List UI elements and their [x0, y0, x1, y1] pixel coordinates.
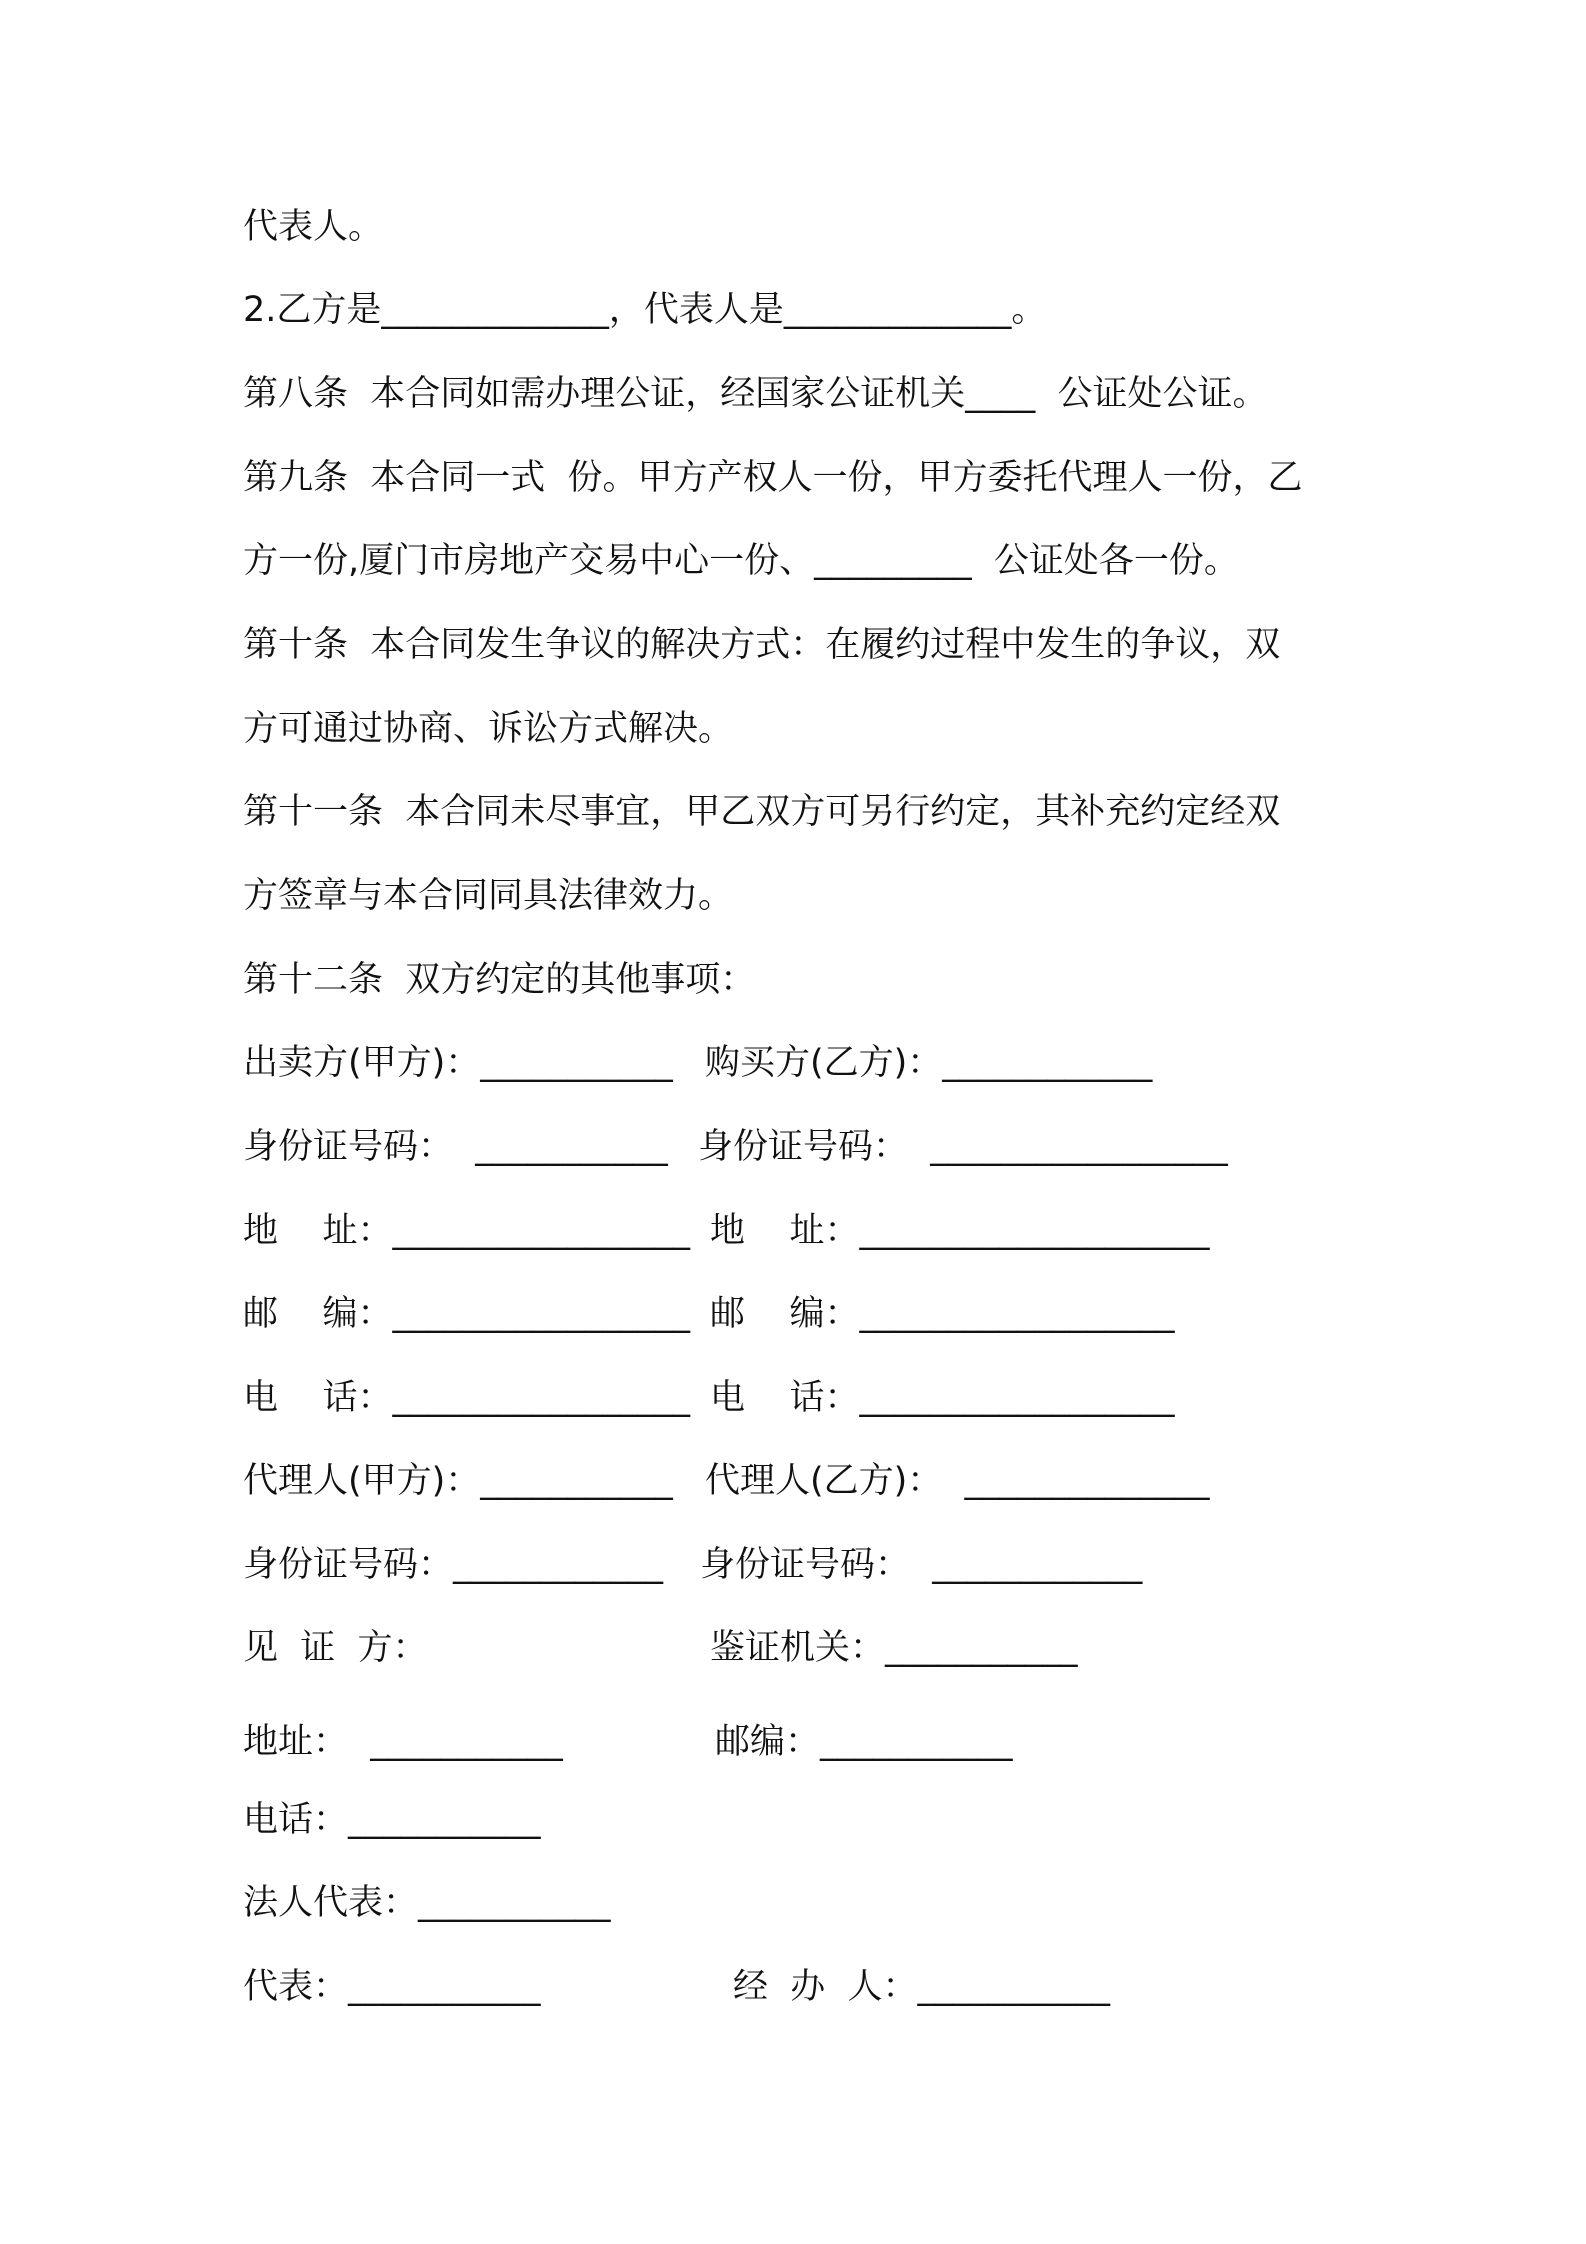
buyer-field: 购买方(乙方)：____________ — [705, 1043, 1153, 1083]
text-line: 方一份,厦门市房地产交易中心一份、_________ 公证处各一份。 — [243, 541, 1239, 581]
text-line: 方签章与本合同同具法律效力。 — [243, 876, 734, 916]
address-field: 地址： ___________ — [243, 1722, 563, 1762]
authority-field: 鉴证机关：___________ — [710, 1628, 1078, 1668]
seller-zip-field: 邮 编：_________________ — [243, 1294, 691, 1334]
phone-field: 电话：___________ — [243, 1800, 541, 1840]
seller-address-field: 地 址：_________________ — [243, 1211, 691, 1251]
article-11: 第十一条 本合同未尽事宜，甲乙双方可另行约定，其补充约定经双 — [243, 792, 1281, 832]
witness-label: 见 证 方： — [243, 1628, 428, 1668]
seller-phone-field: 电 话：_________________ — [243, 1378, 691, 1418]
agent-b-field: 代理人(乙方)： ______________ — [705, 1461, 1210, 1501]
text-line: 2.乙方是_____________，代表人是_____________。 — [243, 290, 1047, 330]
agent-b-id-field: 身份证号码： ____________ — [700, 1545, 1143, 1585]
seller-id-field: 身份证号码： ___________ — [243, 1127, 668, 1167]
article-9: 第九条 本合同一式 份。甲方产权人一份，甲方委托代理人一份，乙 — [243, 458, 1303, 498]
buyer-zip-field: 邮 编：__________________ — [710, 1294, 1175, 1334]
text-line: 代表人。 — [243, 207, 384, 247]
article-8: 第八条 本合同如需办理公证，经国家公证机关____ 公证处公证。 — [243, 374, 1268, 414]
seller-field: 出卖方(甲方)：___________ — [243, 1043, 673, 1083]
handler-field: 经 办 人：___________ — [733, 1967, 1111, 2007]
agent-a-id-field: 身份证号码：____________ — [243, 1545, 664, 1585]
buyer-address-field: 地 址：____________________ — [710, 1211, 1210, 1251]
article-10: 第十条 本合同发生争议的解决方式：在履约过程中发生的争议，双 — [243, 625, 1281, 665]
zip-field: 邮编：___________ — [715, 1722, 1013, 1762]
text-line: 方可通过协商、诉讼方式解决。 — [243, 709, 734, 749]
buyer-id-field: 身份证号码： _________________ — [698, 1127, 1228, 1167]
legal-rep-field: 法人代表：___________ — [243, 1883, 611, 1923]
agent-a-field: 代理人(甲方)：___________ — [243, 1461, 673, 1501]
article-12: 第十二条 双方约定的其他事项： — [243, 960, 756, 1000]
buyer-phone-field: 电 话：__________________ — [710, 1378, 1175, 1418]
representative-field: 代表：___________ — [243, 1967, 541, 2007]
